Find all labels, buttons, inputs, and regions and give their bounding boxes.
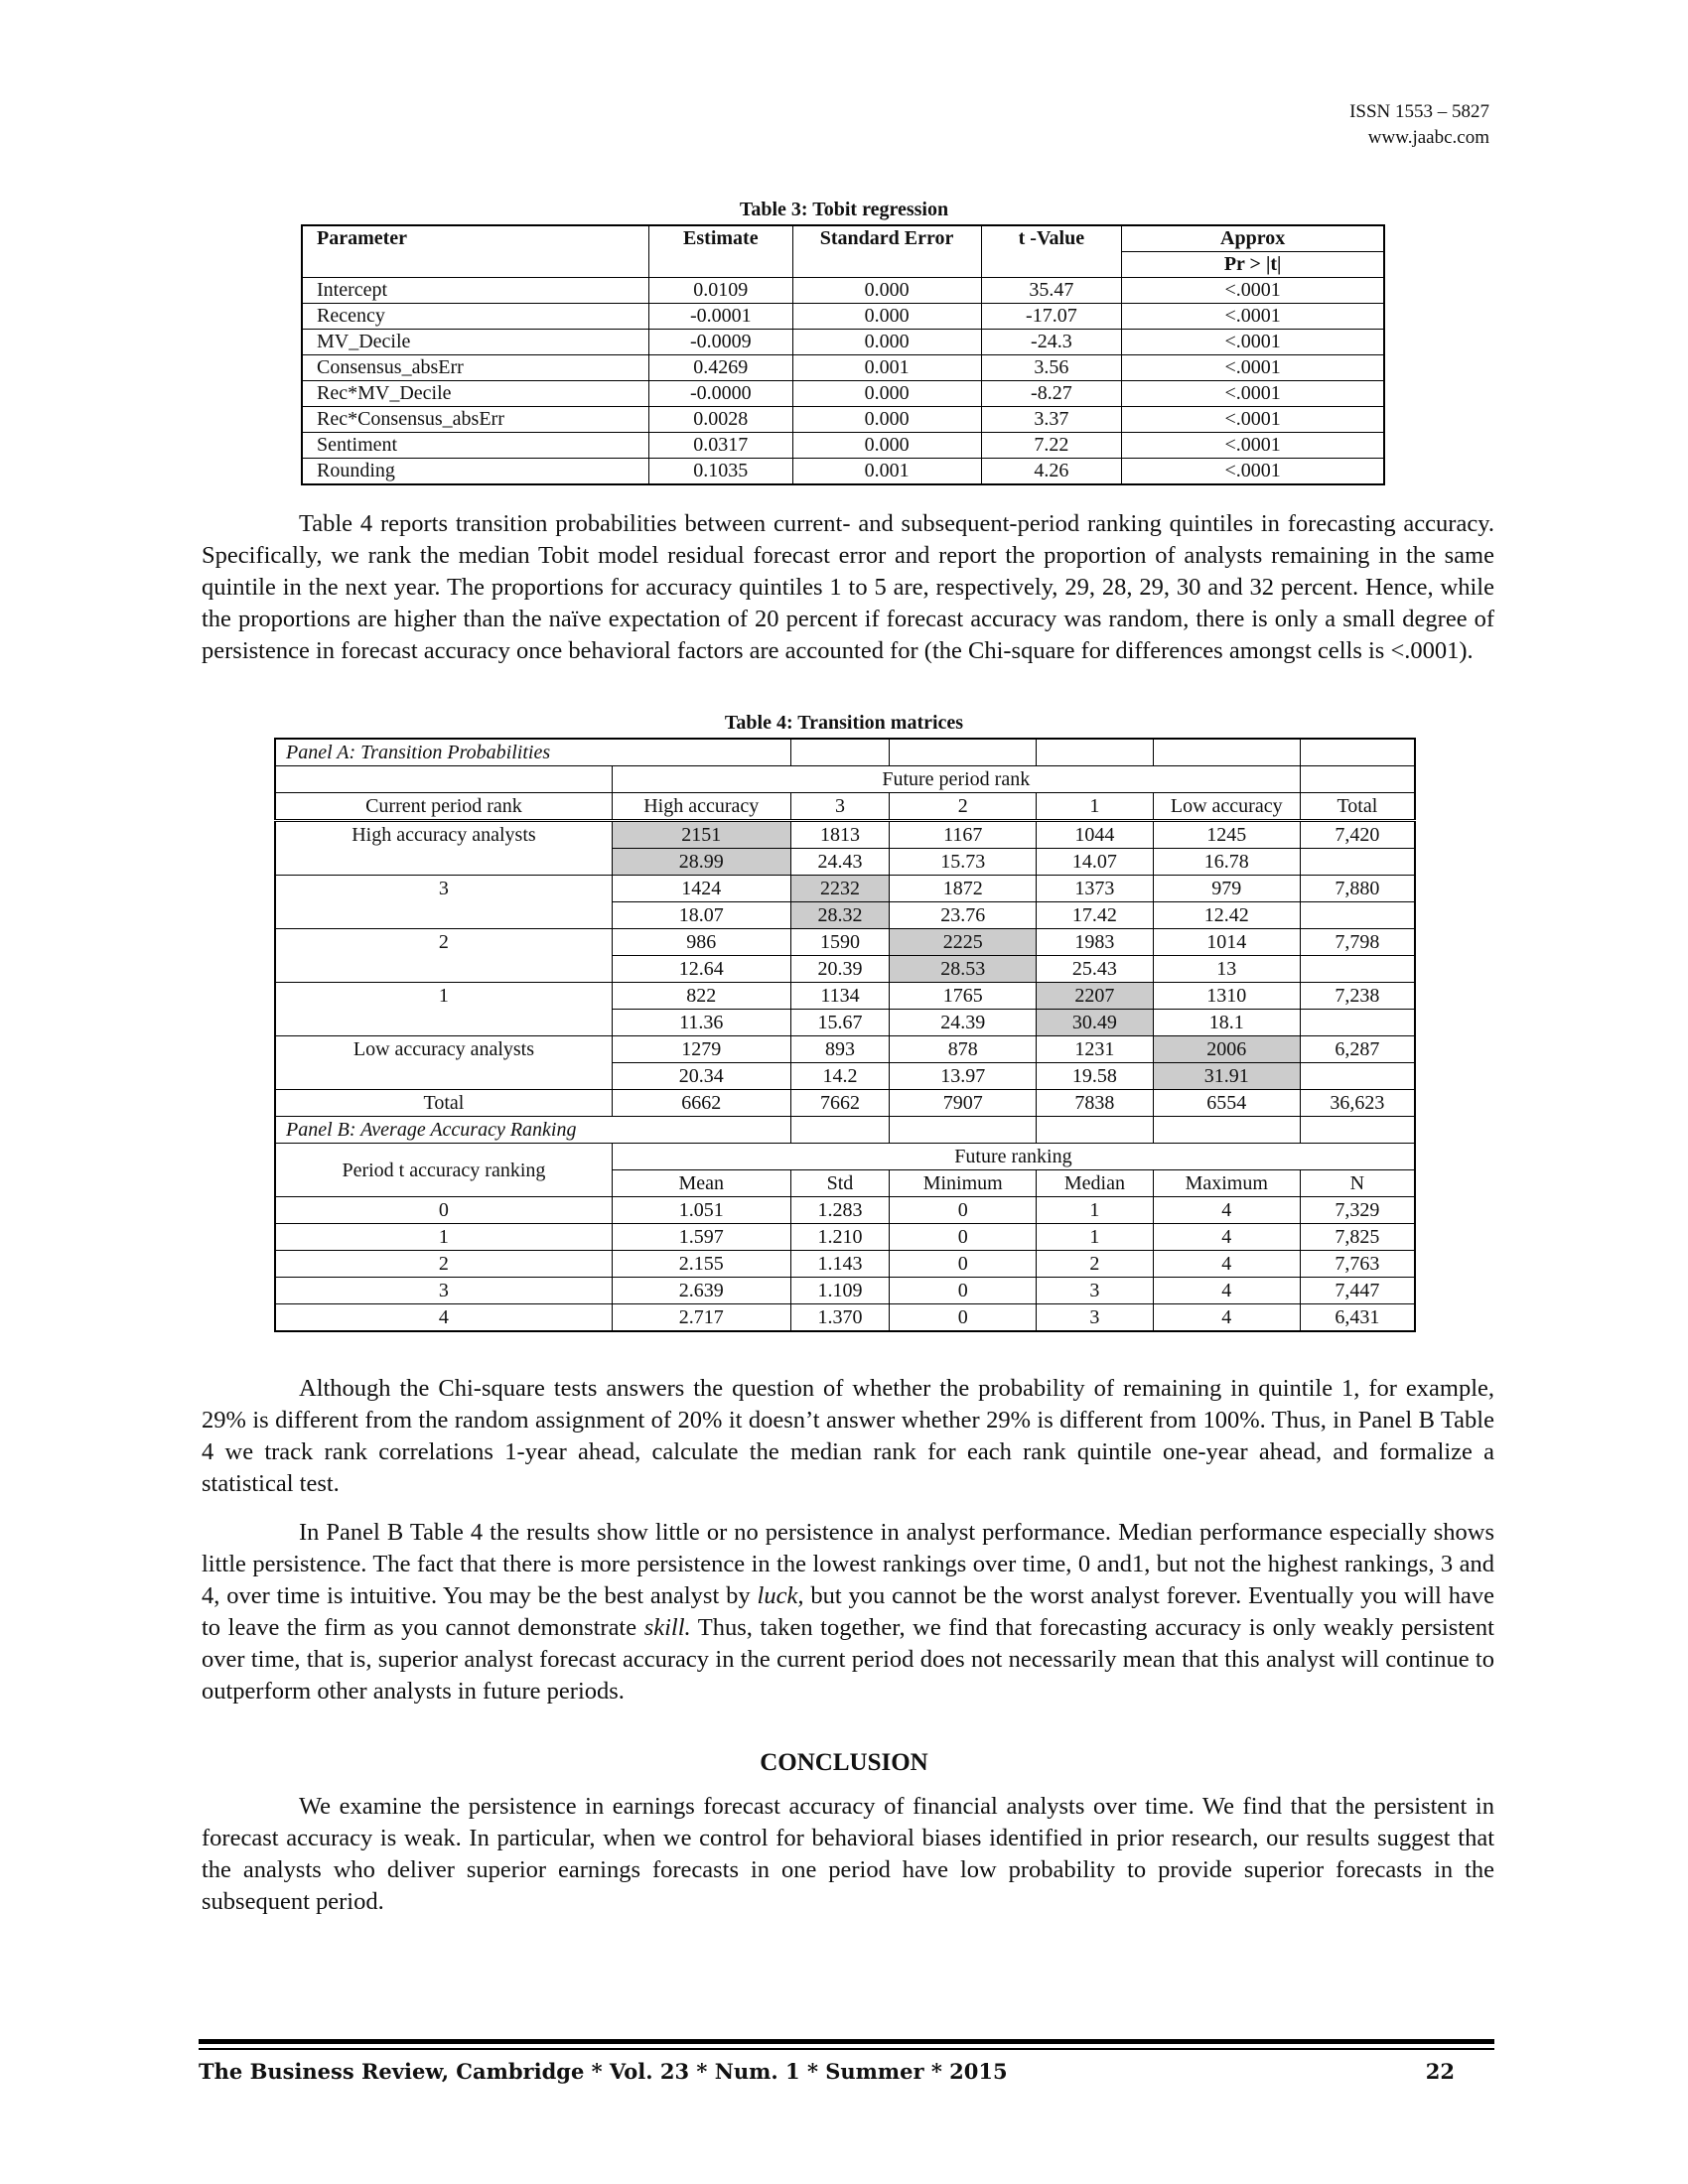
column-header: 2 xyxy=(890,793,1037,821)
table-cell xyxy=(1153,1117,1300,1144)
table-cell: 822 xyxy=(612,983,790,1010)
table-row xyxy=(275,1224,1415,1251)
table-cell: 4 xyxy=(275,1304,612,1332)
table-row xyxy=(302,330,1384,355)
table-cell: 6554 xyxy=(1153,1090,1300,1117)
table-cell: 3 xyxy=(275,1278,612,1304)
table-cell xyxy=(1300,739,1415,766)
table-cell: 878 xyxy=(890,1036,1037,1063)
row-label: Total xyxy=(275,1090,612,1117)
table-row xyxy=(275,983,1415,1010)
table-cell: <.0001 xyxy=(1122,355,1384,381)
table-cell: 1872 xyxy=(890,876,1037,902)
table-cell: 7907 xyxy=(890,1090,1037,1117)
table-cell: 0.000 xyxy=(792,407,981,433)
table-cell: 12.42 xyxy=(1153,902,1300,929)
paragraph-panel-b: In Panel B Table 4 the results show little or no persistence in analyst performance. Median performance especially shows little persistence. The fact that there is more persistence in the lowest rankings over time, 0 and1, but not the highest rankings, 3 and 4, over time is intuitive. You may be the best analyst by luck, but you cannot be the worst analyst forever. Eventually you will have to leave the firm as you cannot demonstrate skill. Thus, taken together, we find that forecasting accuracy is only weakly persistent over time, that is, superior analyst forecast accuracy in the current period does not necessarily mean that this analyst will continue to outperform other analysts in future periods. xyxy=(202,1519,1494,1705)
table-cell: 0 xyxy=(890,1197,1037,1224)
table-cell: 1765 xyxy=(890,983,1037,1010)
table-cell: <.0001 xyxy=(1122,278,1384,304)
column-header: Pr > |t| xyxy=(1122,252,1384,278)
table-cell xyxy=(790,739,890,766)
table-cell: Rec*Consensus_absErr xyxy=(302,407,648,433)
table-row xyxy=(302,407,1384,433)
table-header-row xyxy=(302,225,1384,252)
table-cell xyxy=(890,739,1037,766)
table-row xyxy=(275,821,1415,849)
table-cell: 2 xyxy=(275,1251,612,1278)
table-cell: 0.000 xyxy=(792,433,981,459)
paragraph-chi-square: Although the Chi-square tests answers the question of whether the probability of remaining in quintile 1, for example, 29% is different from the random assignment of 20% it doesn’t answer whether 29% is different from 100%. Thus, in Panel B Table 4 we track rank correlations 1-year ahead, calculate the median rank for each rank quintile one-year ahead, and formalize a statistical test. xyxy=(202,1375,1494,1497)
table-cell: -24.3 xyxy=(981,330,1122,355)
table-cell xyxy=(1300,1010,1415,1036)
table-cell: 7662 xyxy=(790,1090,890,1117)
table-cell: 1.051 xyxy=(612,1197,790,1224)
table-cell: 0.0317 xyxy=(648,433,792,459)
table-cell: 25.43 xyxy=(1037,956,1154,983)
table-cell: Intercept xyxy=(302,278,648,304)
table-cell: Rounding xyxy=(302,459,648,485)
table-cell: 1245 xyxy=(1153,821,1300,849)
table-cell: 20.39 xyxy=(790,956,890,983)
table-cell: <.0001 xyxy=(1122,330,1384,355)
row-total: 7,420 xyxy=(1300,821,1415,849)
row-total: 7,798 xyxy=(1300,929,1415,956)
table-cell: 1014 xyxy=(1153,929,1300,956)
table-cell xyxy=(1037,1117,1154,1144)
table-cell: 4.26 xyxy=(981,459,1122,485)
table-cell: 1167 xyxy=(890,821,1037,849)
table-cell: 1044 xyxy=(1037,821,1154,849)
table-cell: 2.717 xyxy=(612,1304,790,1332)
table-cell: 2232 xyxy=(790,876,890,902)
table-cell: 30.49 xyxy=(1037,1010,1154,1036)
table-cell: 0.0109 xyxy=(648,278,792,304)
table-cell: 0.4269 xyxy=(648,355,792,381)
table-cell: 18.1 xyxy=(1153,1010,1300,1036)
column-header: Standard Error xyxy=(792,225,981,278)
table-cell: -0.0000 xyxy=(648,381,792,407)
future-ranking-row xyxy=(275,1144,1415,1170)
table-cell: 4 xyxy=(1153,1197,1300,1224)
table-cell: 15.73 xyxy=(890,849,1037,876)
table-cell: Recency xyxy=(302,304,648,330)
paragraph-table4-intro: Table 4 reports transition probabilities between current- and subsequent-period ranking quintiles in forecasting accuracy. Specifically, we rank the median Tobit model residual forecast error and report the proportion of analysts remaining in the same quintile in the next year. The proportions for accuracy quintiles 1 to 5 are, respectively, 29, 28, 29, 30 and 32 percent. Hence, while the proportions are higher than the naïve expectation of 20 percent if forecast accuracy was random, there is only a small degree of persistence in forecast accuracy once behavioral factors are accounted for (the Chi-square for differences amongst cells is <.0001). xyxy=(202,510,1494,664)
footer-journal: The Business Review, Cambridge * Vol. 23 * Num. 1 * Summer * 2015 xyxy=(199,2059,1008,2084)
table-cell: 1 xyxy=(275,1224,612,1251)
column-header: 1 xyxy=(1037,793,1154,821)
table-cell: 0 xyxy=(890,1251,1037,1278)
table-cell: 979 xyxy=(1153,876,1300,902)
total-row xyxy=(275,1090,1415,1117)
table-cell: 1424 xyxy=(612,876,790,902)
table-cell: 14.2 xyxy=(790,1063,890,1090)
table-cell: 20.34 xyxy=(612,1063,790,1090)
table-cell: <.0001 xyxy=(1122,459,1384,485)
column-header: Median xyxy=(1037,1170,1154,1197)
row-label: High accuracy analysts xyxy=(275,821,612,876)
table-cell: -17.07 xyxy=(981,304,1122,330)
table-cell: Consensus_absErr xyxy=(302,355,648,381)
table-cell: 2207 xyxy=(1037,983,1154,1010)
table-cell: 0.000 xyxy=(792,278,981,304)
table-cell: 0.001 xyxy=(792,355,981,381)
panel-a-row xyxy=(275,739,1415,766)
table-row xyxy=(302,304,1384,330)
journal-url: www.jaabc.com xyxy=(1367,127,1489,148)
table-cell: 19.58 xyxy=(1037,1063,1154,1090)
table-cell: 13 xyxy=(1153,956,1300,983)
table-cell: -0.0001 xyxy=(648,304,792,330)
issn-header xyxy=(1349,99,1489,151)
table4-caption: Table 4: Transition matrices xyxy=(724,712,964,734)
table-cell: 35.47 xyxy=(981,278,1122,304)
table-cell: 14.07 xyxy=(1037,849,1154,876)
table-row xyxy=(275,876,1415,902)
table-cell: 1 xyxy=(1037,1224,1154,1251)
table-cell: 2.639 xyxy=(612,1278,790,1304)
row-total: 7,238 xyxy=(1300,983,1415,1010)
table-cell: Rec*MV_Decile xyxy=(302,381,648,407)
table-cell: 1590 xyxy=(790,929,890,956)
table-cell: <.0001 xyxy=(1122,304,1384,330)
table-cell: 13.97 xyxy=(890,1063,1037,1090)
table-cell: 28.99 xyxy=(612,849,790,876)
panel-title: Panel A: Transition Probabilities xyxy=(275,739,790,766)
table-row xyxy=(275,1036,1415,1063)
transition-matrices-table xyxy=(274,738,1416,1332)
table-cell: 2 xyxy=(1037,1251,1154,1278)
table-cell: 17.42 xyxy=(1037,902,1154,929)
table-cell: 1 xyxy=(1037,1197,1154,1224)
table-cell: 23.76 xyxy=(890,902,1037,929)
table-row xyxy=(302,459,1384,485)
footer-rule-thin xyxy=(199,2048,1494,2050)
table-cell xyxy=(1153,739,1300,766)
table-cell: 1.283 xyxy=(790,1197,890,1224)
table-cell: 2225 xyxy=(890,929,1037,956)
table-cell: MV_Decile xyxy=(302,330,648,355)
row-label: 3 xyxy=(275,876,612,929)
table-row xyxy=(302,381,1384,407)
table-cell: 28.53 xyxy=(890,956,1037,983)
table-row xyxy=(275,1304,1415,1332)
table-cell: 1231 xyxy=(1037,1036,1154,1063)
table-cell xyxy=(1300,849,1415,876)
table-cell: -8.27 xyxy=(981,381,1122,407)
table-cell: 0 xyxy=(890,1278,1037,1304)
table-cell: 2151 xyxy=(612,821,790,849)
table-cell: 11.36 xyxy=(612,1010,790,1036)
table-cell: 4 xyxy=(1153,1251,1300,1278)
table-cell: 2006 xyxy=(1153,1036,1300,1063)
row-label: 2 xyxy=(275,929,612,983)
column-header: Estimate xyxy=(648,225,792,278)
row-header: Current period rank xyxy=(275,793,612,821)
table-cell: 7,447 xyxy=(1300,1278,1415,1304)
column-header: Total xyxy=(1300,793,1415,821)
table-cell xyxy=(1300,1117,1415,1144)
issn-number: ISSN 1553 – 5827 xyxy=(1349,101,1489,122)
table-cell: 7,763 xyxy=(1300,1251,1415,1278)
table-cell: 24.43 xyxy=(790,849,890,876)
table-row xyxy=(302,433,1384,459)
table-cell: 0 xyxy=(890,1224,1037,1251)
column-header: Std xyxy=(790,1170,890,1197)
table-cell: 1310 xyxy=(1153,983,1300,1010)
page-number: 22 xyxy=(1425,2059,1455,2084)
table-cell: 3 xyxy=(1037,1304,1154,1332)
table-cell: -0.0009 xyxy=(648,330,792,355)
table-header-row xyxy=(275,793,1415,821)
table-cell: <.0001 xyxy=(1122,407,1384,433)
table-cell: 3.37 xyxy=(981,407,1122,433)
table-cell: 7,329 xyxy=(1300,1197,1415,1224)
column-header: 3 xyxy=(790,793,890,821)
table-row xyxy=(275,929,1415,956)
table-cell: 1.597 xyxy=(612,1224,790,1251)
row-total: 7,880 xyxy=(1300,876,1415,902)
table-cell: 986 xyxy=(612,929,790,956)
table-cell: <.0001 xyxy=(1122,381,1384,407)
table-row xyxy=(302,278,1384,304)
table-cell: 36,623 xyxy=(1300,1090,1415,1117)
table-cell xyxy=(1037,739,1154,766)
table-cell xyxy=(1300,902,1415,929)
table-cell: 1.143 xyxy=(790,1251,890,1278)
column-group-header: Future period rank xyxy=(612,766,1300,793)
table-cell: 1373 xyxy=(1037,876,1154,902)
table-row xyxy=(302,355,1384,381)
column-header: Parameter xyxy=(302,225,648,278)
table-cell: 4 xyxy=(1153,1278,1300,1304)
table-cell: 0.1035 xyxy=(648,459,792,485)
table-cell: Sentiment xyxy=(302,433,648,459)
paragraph-conclusion: We examine the persistence in earnings forecast accuracy of financial analysts over time. We find that the persistent in forecast accuracy is weak. In particular, when we control for behavioral biases identified in prior research, our results suggest that the analysts who deliver superior earnings forecasts in one period have low probability to provide superior forecasts in the subsequent period. xyxy=(202,1793,1494,1915)
row-header: Period t accuracy ranking xyxy=(275,1144,612,1197)
table-row xyxy=(275,1251,1415,1278)
table-cell: 1134 xyxy=(790,983,890,1010)
table-cell xyxy=(1300,956,1415,983)
table-cell: 893 xyxy=(790,1036,890,1063)
table-cell: 15.67 xyxy=(790,1010,890,1036)
column-header: t -Value xyxy=(981,225,1122,278)
table-cell xyxy=(1300,1063,1415,1090)
panel-b-row xyxy=(275,1117,1415,1144)
column-group-header: Future ranking xyxy=(612,1144,1415,1170)
row-total: 6,287 xyxy=(1300,1036,1415,1063)
table-cell: 24.39 xyxy=(890,1010,1037,1036)
table-cell xyxy=(275,766,612,793)
table-cell: 0.001 xyxy=(792,459,981,485)
table-cell: 0 xyxy=(275,1197,612,1224)
table-cell: 16.78 xyxy=(1153,849,1300,876)
column-header: Maximum xyxy=(1153,1170,1300,1197)
table-cell: 0.0028 xyxy=(648,407,792,433)
table-cell xyxy=(890,1117,1037,1144)
column-header: Low accuracy xyxy=(1153,793,1300,821)
conclusion-heading: CONCLUSION xyxy=(760,1749,928,1776)
column-header: Mean xyxy=(612,1170,790,1197)
table-cell: <.0001 xyxy=(1122,433,1384,459)
table-cell: 3.56 xyxy=(981,355,1122,381)
table-cell: 4 xyxy=(1153,1224,1300,1251)
table-cell: 4 xyxy=(1153,1304,1300,1332)
row-label: 1 xyxy=(275,983,612,1036)
table-cell: 0.000 xyxy=(792,381,981,407)
table3-caption: Table 3: Tobit regression xyxy=(739,199,949,220)
page-footer xyxy=(199,2059,1494,2084)
table-row xyxy=(275,1278,1415,1304)
table-cell: 0 xyxy=(890,1304,1037,1332)
table-cell: 2.155 xyxy=(612,1251,790,1278)
table-cell xyxy=(790,1117,890,1144)
panel-title: Panel B: Average Accuracy Ranking xyxy=(275,1117,790,1144)
table-cell: 1813 xyxy=(790,821,890,849)
table-cell: 1983 xyxy=(1037,929,1154,956)
footer-rule-thick xyxy=(199,2039,1494,2044)
table-cell: 12.64 xyxy=(612,956,790,983)
table-cell: 7,825 xyxy=(1300,1224,1415,1251)
table-cell: 7838 xyxy=(1037,1090,1154,1117)
table-row xyxy=(275,1197,1415,1224)
table-cell: 1.210 xyxy=(790,1224,890,1251)
table-cell: 1.370 xyxy=(790,1304,890,1332)
table-cell: 7.22 xyxy=(981,433,1122,459)
table-cell: 1279 xyxy=(612,1036,790,1063)
column-header: High accuracy xyxy=(612,793,790,821)
table-cell: 28.32 xyxy=(790,902,890,929)
future-rank-row xyxy=(275,766,1415,793)
table-cell: 6,431 xyxy=(1300,1304,1415,1332)
table-cell: 3 xyxy=(1037,1278,1154,1304)
table-cell xyxy=(1300,766,1415,793)
table-cell: 1.109 xyxy=(790,1278,890,1304)
table-cell: 31.91 xyxy=(1153,1063,1300,1090)
column-header: Minimum xyxy=(890,1170,1037,1197)
column-header: Approx xyxy=(1122,225,1384,252)
row-label: Low accuracy analysts xyxy=(275,1036,612,1090)
column-header: N xyxy=(1300,1170,1415,1197)
table-cell: 0.000 xyxy=(792,330,981,355)
table-cell: 6662 xyxy=(612,1090,790,1117)
tobit-regression-table xyxy=(301,224,1385,485)
table-cell: 0.000 xyxy=(792,304,981,330)
table-cell: 18.07 xyxy=(612,902,790,929)
